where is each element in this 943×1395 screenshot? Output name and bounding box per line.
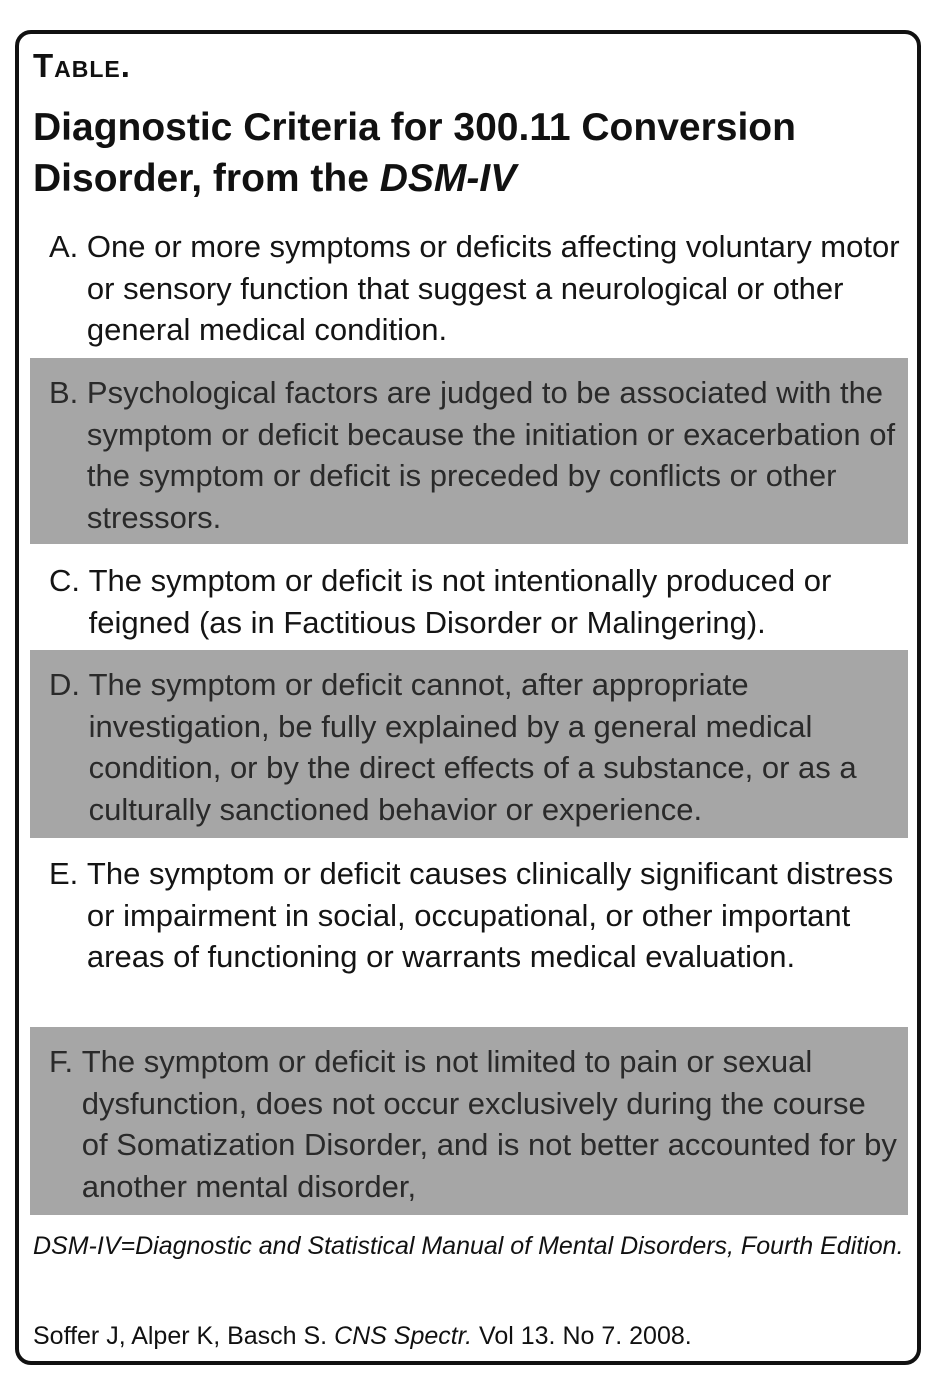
criterion-text: Psychological factors are judged to be associated with the symptom or deficit because the initiation or exacerbation of the symptom or deficit is preceded by conflicts or other stressors. <box>86 375 896 535</box>
criterion-c <box>30 560 908 643</box>
criterion-text: The symptom or deficit is not limited to pain or sexual dysfunction, does not occur exclusively during the course of Somatization Disorder, and is not better accounted for by another mental disorder, <box>81 1044 897 1204</box>
criterion-a <box>30 226 908 351</box>
criterion-letter: B. <box>49 375 79 410</box>
criterion-text: The symptom or deficit is not intentionally produced or feigned (as in Factitious Disorder or Malingering). <box>88 563 832 640</box>
table-title <box>33 102 923 204</box>
criterion-letter: C. <box>49 563 80 598</box>
citation-journal: CNS Spectr. <box>334 1322 473 1350</box>
criterion-e <box>30 853 908 978</box>
title-emphasis: DSM-IV <box>379 157 517 200</box>
citation-authors: Soffer J, Alper K, Basch S. <box>33 1322 335 1350</box>
criterion-b <box>30 358 908 544</box>
criterion-text: One or more symptoms or deficits affecting voluntary motor or sensory function that suggest a neurological or other general medical condition. <box>86 229 900 347</box>
criterion-text: The symptom or deficit causes clinically significant distress or impairment in social, occupational, or other important areas of functioning or warrants medical evaluation. <box>86 856 894 974</box>
table-footnote: DSM-IV=Diagnostic and Statistical Manual of Mental Disorders, Fourth Edition. <box>33 1232 904 1260</box>
title-main: Diagnostic Criteria for 300.11 Conversion Disorder, from the <box>33 106 796 200</box>
criterion-letter: E. <box>49 856 79 891</box>
criterion-d <box>30 650 908 838</box>
criterion-letter: D. <box>49 667 80 702</box>
citation <box>33 1320 913 1353</box>
table-label: Table. <box>33 47 131 84</box>
criterion-f <box>30 1027 908 1215</box>
criterion-letter: A. <box>49 229 79 264</box>
criterion-text: The symptom or deficit cannot, after appropriate investigation, be fully explained by a general medical condition, or by the direct effects of a substance, or as a culturally sanctioned behavior or experience. <box>88 667 857 827</box>
criterion-letter: F. <box>49 1044 74 1079</box>
citation-details: Vol 13. No 7. 2008. <box>472 1322 692 1350</box>
